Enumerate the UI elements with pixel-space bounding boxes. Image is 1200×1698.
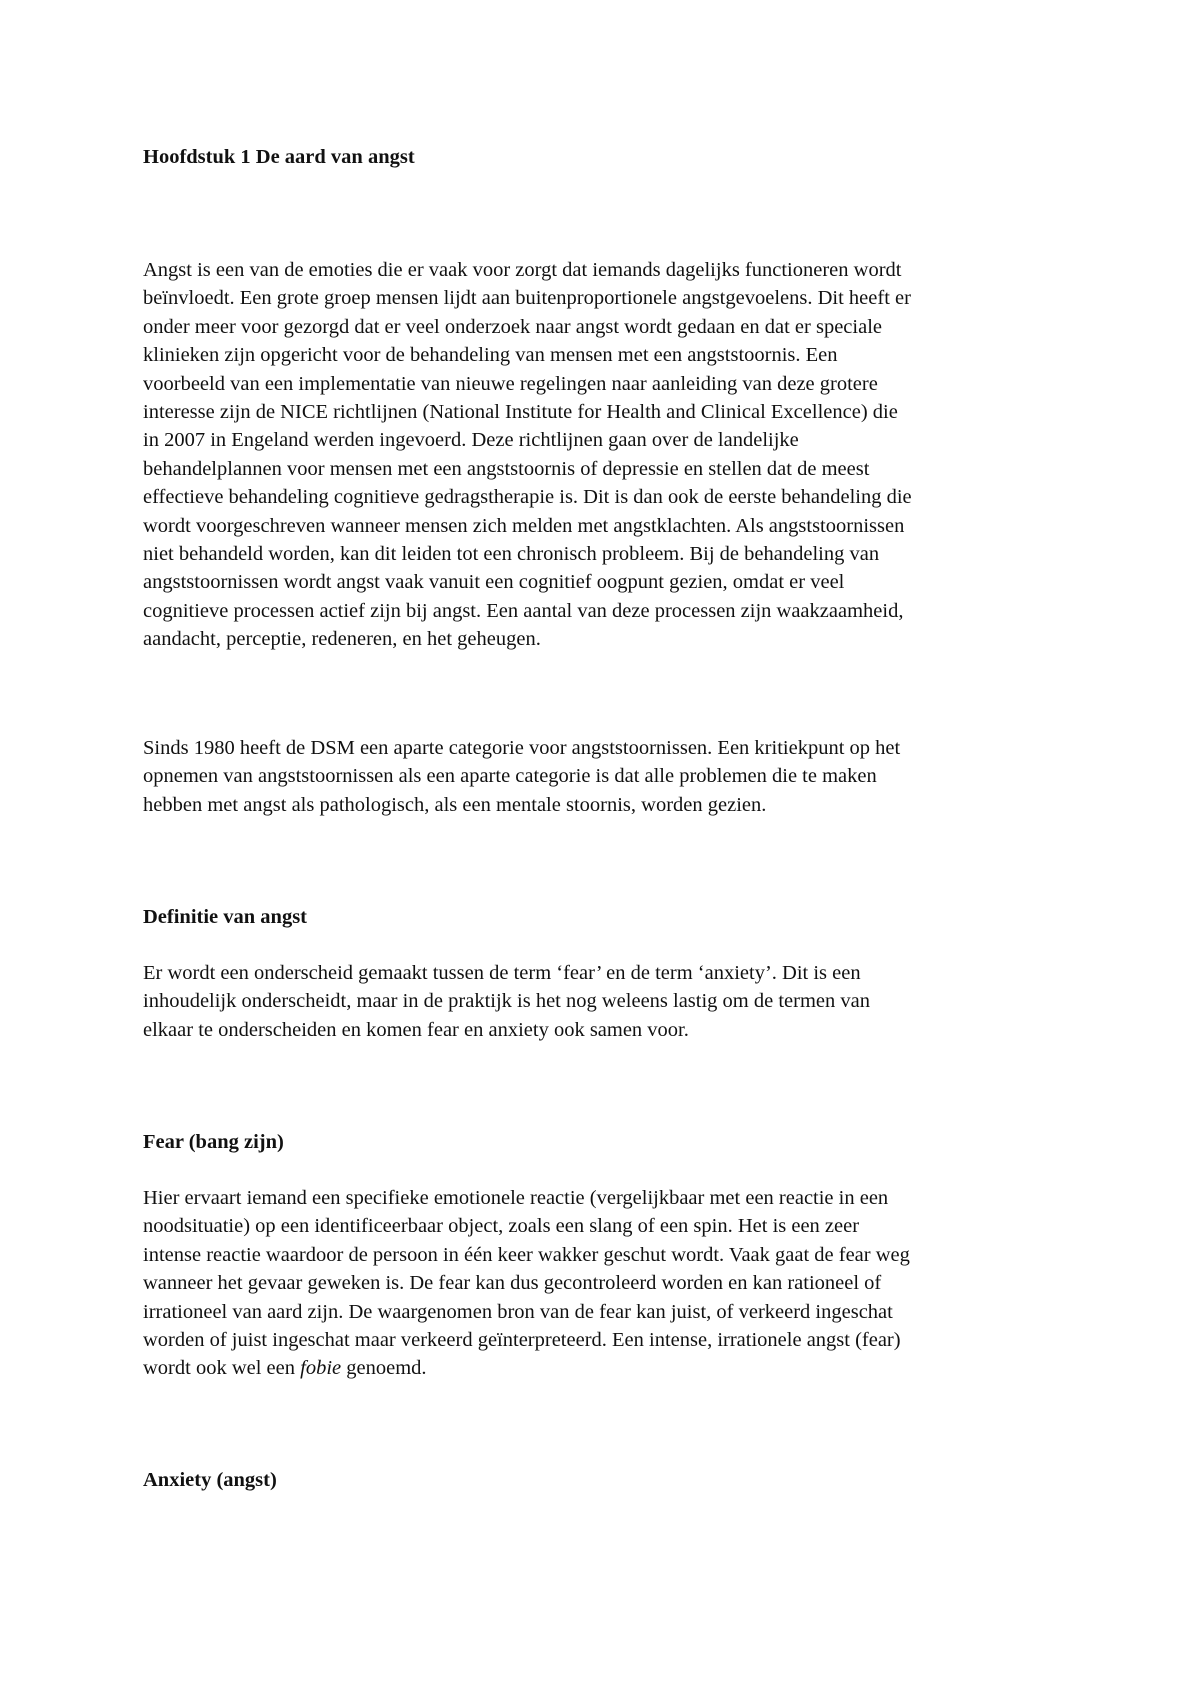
text-line: behandelplannen voor mensen met een angststoornis of depressie en stellen dat de meest (143, 457, 870, 480)
text-line: aandacht, perceptie, redeneren, en het geheugen. (143, 628, 541, 651)
text-line: Hier ervaart iemand een specifieke emotionele reactie (vergelijkbaar met een reactie in een (143, 1187, 889, 1209)
text-line: noodsituatie) op een identificeerbaar object, zoals een slang of een spin. Het is een zeer (143, 1215, 860, 1238)
text-line: angststoornissen wordt angst vaak vanuit een cognitief oogpunt gezien, omdat er veel (143, 571, 845, 594)
definition-heading: Definitie van angst (143, 906, 307, 928)
intro-paragraph (143, 256, 1068, 654)
text-line: Sinds 1980 heeft de DSM een aparte categorie voor angststoornissen. Een kritiekpunt op het (143, 737, 901, 759)
text-line: hebben met angst als pathologisch, als een mentale stoornis, worden gezien. (143, 793, 767, 816)
text-line: voorbeeld van een implementatie van nieuwe regelingen naar aanleiding van deze grotere (143, 372, 878, 395)
text-line: intense reactie waardoor de persoon in één keer wakker geschut wordt. Vaak gaat de fear weg (143, 1243, 910, 1266)
text-line: elkaar te onderscheiden en komen fear en anxiety ook samen voor. (143, 1018, 689, 1041)
emphasized-term: fobie (300, 1357, 342, 1380)
text-line: Angst is een van de emoties die er vaak voor zorgt dat iemands dagelijks functioneren wordt (143, 259, 902, 281)
fear-paragraph (143, 1184, 1068, 1383)
fear-heading: Fear (bang zijn) (143, 1131, 284, 1153)
text-line: klinieken zijn opgericht voor de behandeling van mensen met een angststoornis. Een (143, 344, 838, 367)
text-line: wordt voorgeschreven wanneer mensen zich melden met angstklachten. Als angststoornissen (143, 514, 905, 537)
chapter-title: Hoofdstuk 1 De aard van angst (143, 146, 415, 168)
text-line: beïnvloedt. Een grote groep mensen lijdt aan buitenproportionele angstgevoelens. Dit heeft er (143, 287, 911, 310)
text-fragment: genoemd. (341, 1357, 427, 1380)
dsm-paragraph (143, 734, 1068, 819)
text-line: in 2007 in Engeland werden ingevoerd. Deze richtlijnen gaan over de landelijke (143, 429, 799, 452)
text-line-with-emphasis (143, 1354, 1068, 1382)
text-line: irrationeel van aard zijn. De waargenomen bron van de fear kan juist, of verkeerd ingeschat (143, 1300, 893, 1323)
text-line: effectieve behandeling cognitieve gedragstherapie is. Dit is dan ook de eerste behandeling die (143, 486, 912, 509)
text-line: wanneer het gevaar geweken is. De fear kan dus gecontroleerd worden en kan rationeel of (143, 1272, 882, 1295)
text-line: Er wordt een onderscheid gemaakt tussen de term ‘fear’ en de term ‘anxiety’. Dit is een (143, 962, 861, 984)
text-line: inhoudelijk onderscheidt, maar in de praktijk is het nog weleens lastig om de termen van (143, 990, 870, 1013)
text-line: opnemen van angststoornissen als een aparte categorie is dat alle problemen die te maken (143, 765, 877, 788)
text-line: onder meer voor gezorgd dat er veel onderzoek naar angst wordt gedaan en dat er speciale (143, 315, 882, 338)
text-fragment: wordt ook wel een (143, 1357, 301, 1380)
text-line: worden of juist ingeschat maar verkeerd geïnterpreteerd. Een intense, irrationele angst (fear) (143, 1329, 901, 1352)
text-line: cognitieve processen actief zijn bij angst. Een aantal van deze processen zijn waakzaamheid, (143, 599, 904, 622)
text-line: interesse zijn de NICE richtlijnen (National Institute for Health and Clinical Excellence) die (143, 401, 898, 424)
text-line: niet behandeld worden, kan dit leiden tot een chronisch probleem. Bij de behandeling van (143, 543, 880, 566)
definition-paragraph (143, 959, 1068, 1044)
anxiety-heading: Anxiety (angst) (143, 1469, 277, 1491)
